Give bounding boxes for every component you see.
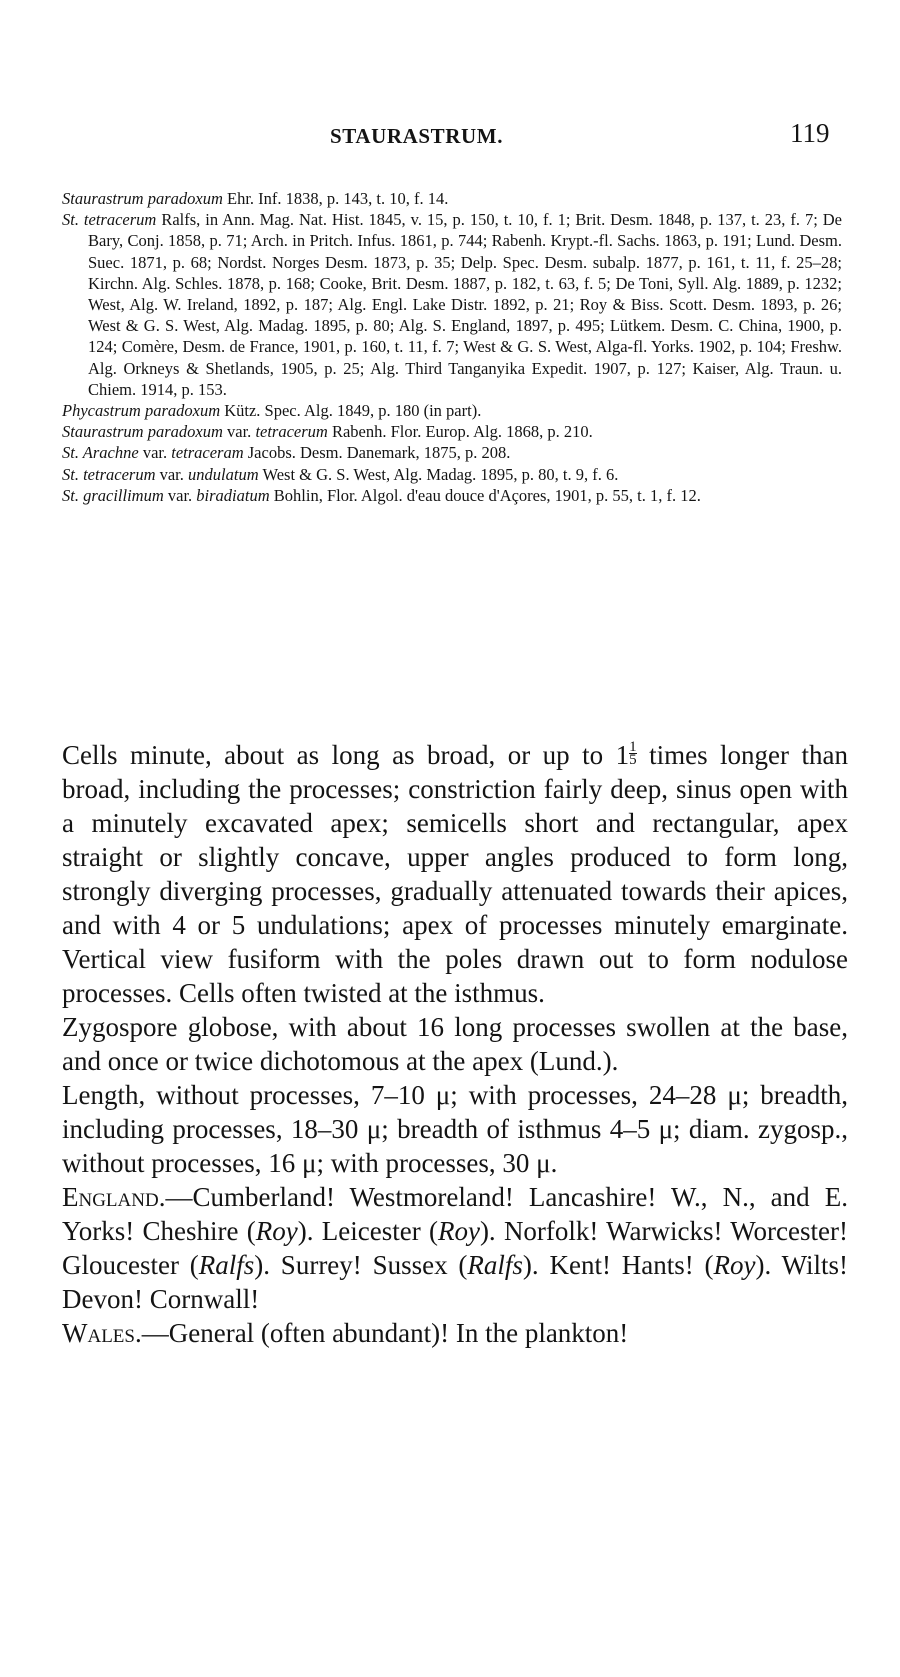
cell-description-paragraph	[62, 738, 848, 1010]
page-number: 119	[790, 118, 830, 148]
variety-connector: var.	[138, 443, 172, 463]
fraction	[629, 741, 637, 766]
synonymy-entry	[62, 442, 842, 463]
synonymy-entry	[62, 400, 842, 421]
citation: West & G. S. West, Alg. Madag. 1895, p. 80, t. 9, f. 6.	[258, 464, 619, 484]
region-label: Wales.	[62, 1318, 142, 1348]
variety-connector: var.	[222, 422, 256, 442]
variety-name: biradiatum	[196, 485, 270, 505]
text-run: ). Surrey! Sussex (	[254, 1250, 468, 1280]
citation: Jacobs. Desm. Danemark, 1875, p. 208.	[243, 443, 511, 463]
taxon-name: Phycastrum paradoxum	[62, 401, 221, 421]
england-distribution-paragraph	[62, 1180, 848, 1316]
synonymy-entry	[62, 421, 842, 442]
variety-name: tetraceram	[171, 443, 244, 463]
running-head	[0, 118, 900, 158]
text-run: Cells minute, about as long as broad, or up to 1	[62, 740, 630, 770]
text-run: ). Norfolk! Warwicks! Worcester! Gloucester (	[62, 1216, 848, 1280]
taxon-name: Staurastrum paradoxum	[62, 189, 223, 208]
authority: Ralfs	[198, 1250, 255, 1280]
authority: Roy	[255, 1216, 298, 1246]
synonymy-entry	[62, 464, 842, 485]
dimensions-paragraph: Length, without processes, 7–10 μ; with processes, 24–28 μ; breadth, including processes, 18–30 μ; breadth of isthmus 4–5 μ; diam. zygosp., without processes, 16 μ; with processes, 30 μ.	[62, 1080, 848, 1178]
taxon-name: Staurastrum paradoxum	[62, 422, 223, 442]
fraction-denominator: 5	[629, 752, 637, 768]
citation: Ehr. Inf. 1838, p. 143, t. 10, f. 14.	[222, 189, 449, 208]
running-head-title: STAURASTRUM.	[330, 124, 504, 148]
synonymy-list	[62, 188, 842, 506]
taxon-name: St. tetracerum	[62, 210, 157, 230]
variety-name: tetracerum	[255, 422, 328, 442]
variety-name: undulatum	[188, 464, 259, 484]
text-run: ). Kent! Hants! (	[522, 1250, 714, 1280]
taxon-name: St. gracillimum	[62, 485, 164, 505]
text-run: times longer than broad, including the processes; constriction fairly deep, sinus open with a minutely excavated apex; semicells short and rectangular, apex straight or slightly concave, upper angles produced to form long, strongly diverging processes, gradually attenuated towards their apices, and with 4 or 5 undulations; apex of processes minutely emarginate. Vertical view fusiform with the poles drawn out to form nodulose processes. Cells often twisted at the isthmus.	[62, 740, 848, 1008]
zygospore-paragraph: Zygospore globose, with about 16 long processes swollen at the base, and once or twice dichotomous at the apex (Lund.).	[62, 1012, 848, 1076]
variety-connector: var.	[155, 464, 189, 484]
citation: Kütz. Spec. Alg. 1849, p. 180 (in part).	[220, 401, 482, 421]
variety-connector: var.	[163, 485, 197, 505]
taxon-name: St. tetracerum	[62, 464, 156, 484]
synonymy-entry	[62, 188, 842, 209]
citation: Bohlin, Flor. Algol. d'eau douce d'Açores, 1901, p. 55, t. 1, f. 12.	[269, 485, 701, 505]
authority: Roy	[713, 1250, 756, 1280]
synonymy-entry	[62, 209, 842, 400]
text-run: ). Leicester (	[297, 1216, 438, 1246]
text-run: —Cumberland! Westmoreland! Lancashire! W., N., and E. Yorks! Cheshire (	[62, 1182, 848, 1246]
wales-distribution-paragraph	[62, 1316, 848, 1350]
species-description	[62, 738, 848, 1350]
synonymy-entry	[62, 485, 842, 506]
authority: Roy	[437, 1216, 480, 1246]
fraction-numerator: 1	[629, 739, 637, 755]
text-run: ). Wilts! Devon! Cornwall!	[62, 1250, 848, 1314]
region-label: England.	[62, 1182, 166, 1212]
citation: Ralfs, in Ann. Mag. Nat. Hist. 1845, v. 15, p. 150, t. 10, f. 1; Brit. Desm. 1848, p. 137, t. 23, f. 7; De Bary, Conj. 1858, p. 71; Arch. in Pritch. Infus. 1861, p. 744; Rabenh. Krypt.-fl. Sachs. 1863, p. 191; Lund. Desm. Suec. 1871, p. 68; Nordst. Norges Desm. 1873, p. 35; Delp. Spec. Desm. subalp. 1877, p. 161, t. 11, f. 25–28; Kirchn. Alg. Schles. 1878, p. 168; Cooke, Brit. Desm. 1887, p. 182, t. 63, f. 5; De Toni, Syll. Alg. 1889, p. 1232; West, Alg. W. Ireland, 1892, p. 187; Alg. Engl. Lake Distr. 1892, p. 21; Roy & Biss. Scott. Desm. 1893, p. 26; West & G. S. West, Alg. Madag. 1895, p. 80; Alg. S. England, 1897, p. 495; Lütkem. Desm. C. China, 1900, p. 124; Comère, Desm. de France, 1901, p. 160, t. 11, f. 7; West & G. S. West, Alga-fl. Yorks. 1902, p. 104; Freshw. Alg. Orkneys & Shetlands, 1905, p. 25; Alg. Third Tanganyika Expedit. 1907, p. 127; Kaiser, Alg. Traun. u. Chiem. 1914, p. 153.	[88, 210, 843, 399]
taxon-name: St. Arachne	[62, 443, 139, 463]
citation: Rabenh. Flor. Europ. Alg. 1868, p. 210.	[327, 422, 593, 442]
authority: Ralfs	[467, 1250, 523, 1280]
text-run: —General (often abundant)! In the plankton!	[141, 1318, 629, 1348]
